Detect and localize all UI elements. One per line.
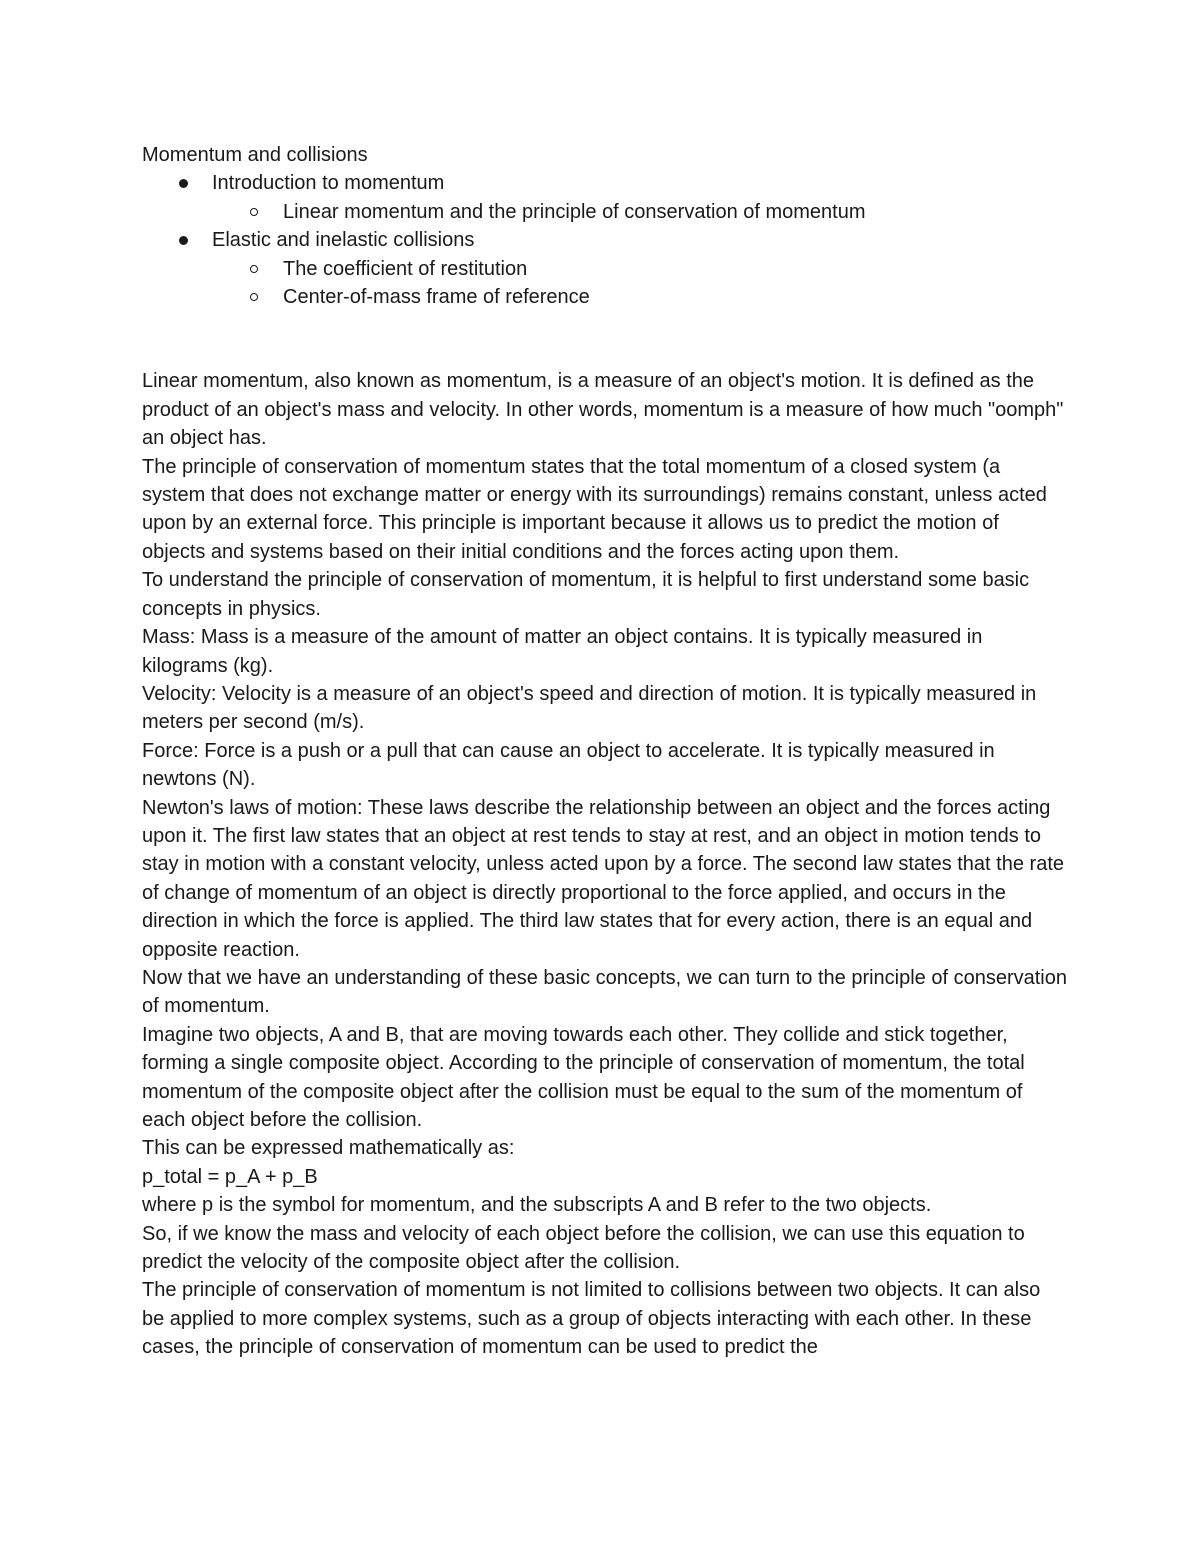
paragraph: Linear momentum, also known as momentum, is a measure of an object's motion. It is defined as the product of an object's mass and velocity. In other words, momentum is a measure of how much "oomph" an object has. bbox=[142, 370, 1064, 450]
outline-subitem-label: The coefficient of restitution bbox=[283, 257, 528, 280]
outline-subitem-label: Linear momentum and the principle of conservation of momentum bbox=[283, 200, 866, 223]
outline-subgroup bbox=[142, 255, 1067, 312]
document-body bbox=[142, 141, 1067, 1362]
paragraph: where p is the symbol for momentum, and the subscripts A and B refer to the two objects. bbox=[142, 1194, 932, 1217]
document-title: Momentum and collisions bbox=[142, 144, 368, 166]
paragraph: Mass: Mass is a measure of the amount of matter an object contains. It is typically measured in kilograms (kg). bbox=[142, 626, 983, 677]
outline-item-label: Introduction to momentum bbox=[212, 172, 445, 195]
outline-subitem-label: Center-of-mass frame of reference bbox=[283, 286, 590, 309]
outline-item-label: Elastic and inelastic collisions bbox=[212, 229, 475, 252]
paragraph: Imagine two objects, A and B, that are moving towards each other. They collide and stick together, forming a single composite object. According to the principle of conservation of momentum, the total momentum of the composite object after the collision must be equal to the sum of the momentum of each object before the collision. bbox=[142, 1023, 1025, 1131]
outline-item-introduction bbox=[142, 169, 1067, 197]
equation: p_total = p_A + p_B bbox=[142, 1165, 318, 1188]
paragraph: The principle of conservation of momentum states that the total momentum of a closed system (a system that does not exchange matter or energy with its surroundings) remains constant, unless acted upon by an external force. This principle is important because it allows us to predict the motion of objects and systems based on their initial conditions and the forces acting upon them. bbox=[142, 455, 1047, 563]
outline-subgroup bbox=[142, 198, 1067, 226]
section-spacer bbox=[142, 311, 1067, 367]
topic-outline bbox=[142, 169, 1067, 311]
paragraph: Newton's laws of motion: These laws describe the relationship between an object and the forces acting upon it. The first law states that an object at rest tends to stay at rest, and an object in motion tends to stay in motion with a constant velocity, unless acted upon by a force. The second law states that the rate of change of momentum of an object is directly proportional to the force applied, and occurs in the direction in which the force is applied. The third law states that for every action, there is an equal and opposite reaction. bbox=[142, 796, 1064, 961]
outline-subitem-center-of-mass bbox=[142, 283, 1067, 311]
paragraph: Velocity: Velocity is a measure of an object's speed and direction of motion. It is typically measured in meters per second (m/s). bbox=[142, 682, 1037, 734]
body-text bbox=[142, 367, 1067, 1361]
outline-subitem-linear-momentum bbox=[142, 198, 1067, 226]
paragraph: So, if we know the mass and velocity of each object before the collision, we can use this equation to predict the velocity of the composite object after the collision. bbox=[142, 1222, 1025, 1274]
paragraph: This can be expressed mathematically as: bbox=[142, 1137, 515, 1160]
outline-item-collisions bbox=[142, 226, 1067, 254]
paragraph: The principle of conservation of momentum is not limited to collisions between two objects. It can also be applied to more complex systems, such as a group of objects interacting with each other. In these cases, the principle of conservation of momentum can be used to predict the bbox=[142, 1279, 1041, 1359]
paragraph: Force: Force is a push or a pull that can cause an object to accelerate. It is typically measured in newtons (N). bbox=[142, 739, 995, 791]
paragraph: Now that we have an understanding of these basic concepts, we can turn to the principle of conservation of momentum. bbox=[142, 966, 1067, 1018]
paragraph: To understand the principle of conservation of momentum, it is helpful to first understand some basic concepts in physics. bbox=[142, 569, 1030, 620]
outline-subitem-restitution bbox=[142, 255, 1067, 283]
